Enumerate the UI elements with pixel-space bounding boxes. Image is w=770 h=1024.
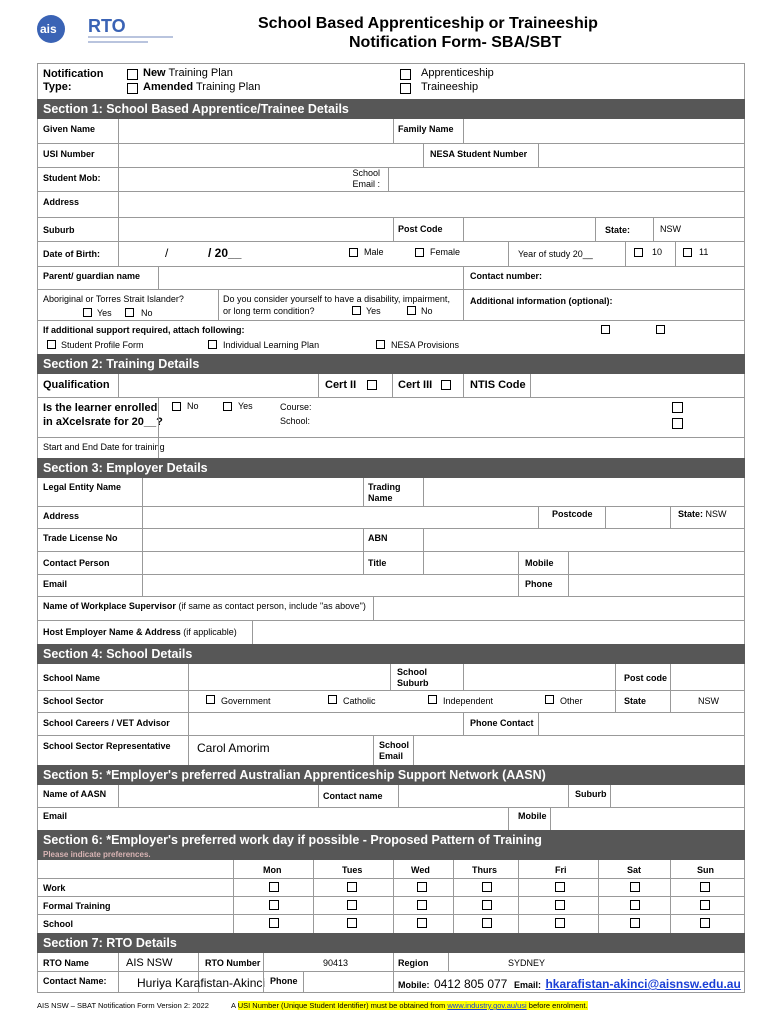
- aasn-contact-label: Contact name: [323, 791, 383, 801]
- work-thurs-checkbox[interactable]: [482, 882, 492, 892]
- school-sat-checkbox[interactable]: [630, 918, 640, 928]
- abn-label: ABN: [368, 533, 388, 543]
- family-name-label: Family Name: [398, 124, 454, 134]
- rto-name-value: AIS NSW: [126, 957, 173, 969]
- school-mon-checkbox[interactable]: [269, 918, 279, 928]
- school-email-label-1: School: [379, 740, 410, 750]
- apprenticeship-label: Apprenticeship: [421, 67, 494, 79]
- host-employer-label-bold: Host Employer Name & Address: [43, 627, 181, 637]
- formal-thurs-checkbox[interactable]: [482, 900, 492, 910]
- rto-email-link[interactable]: hkarafistan-akinci@aisnsw.edu.au: [545, 977, 741, 991]
- amended-plan-checkbox[interactable]: [127, 83, 138, 94]
- support-extra-checkbox-2[interactable]: [656, 325, 665, 334]
- rto-phone-label: Phone: [270, 976, 298, 986]
- male-label: Male: [364, 247, 384, 257]
- other-label: Other: [560, 696, 583, 706]
- employer-address-label: Address: [43, 511, 80, 521]
- work-tues-checkbox[interactable]: [347, 882, 357, 892]
- government-checkbox[interactable]: [206, 695, 215, 704]
- school-sector-label: School Sector: [43, 696, 104, 706]
- given-name-label: Given Name: [43, 124, 96, 134]
- employer-mobile-label: Mobile: [525, 558, 554, 568]
- year-10-checkbox[interactable]: [634, 248, 643, 257]
- enrolled-no-label: No: [187, 401, 199, 411]
- new-plan-label: [143, 67, 233, 79]
- sector-rep-label: School Sector Representative: [43, 741, 171, 751]
- formal-mon-checkbox[interactable]: [269, 900, 279, 910]
- region-label: Region: [398, 958, 429, 968]
- profile-form-checkbox[interactable]: [47, 340, 56, 349]
- supervisor-label-bold: Name of Workplace Supervisor: [43, 601, 176, 611]
- suburb-label: Suburb: [43, 225, 75, 235]
- new-plan-bold: New: [143, 67, 166, 79]
- formal-tues-checkbox[interactable]: [347, 900, 357, 910]
- independent-label: Independent: [443, 696, 494, 706]
- form-title: School Based Apprenticeship or Traineeship: [258, 15, 598, 32]
- cert3-label: Cert III: [398, 379, 433, 391]
- dob-slash-2: / 20__: [208, 246, 242, 260]
- employer-state-label: State:: [678, 509, 704, 519]
- contact-person-label: Contact Person: [43, 558, 110, 568]
- disability-no-checkbox[interactable]: [407, 306, 416, 315]
- employer-state: [678, 509, 727, 519]
- address-label: Address: [43, 197, 80, 207]
- cert2-checkbox[interactable]: [367, 380, 377, 390]
- school-suburb-label-2: Suburb: [397, 678, 429, 688]
- school-label: School:: [280, 416, 311, 426]
- day-header-tues: Tues: [342, 865, 363, 875]
- cert2-label: Cert II: [325, 379, 357, 391]
- rto-email: [514, 975, 741, 993]
- section-5-title: Section 5: *Employer's preferred Australian Apprenticeship Support Network (AASN): [37, 765, 745, 785]
- work-sun-checkbox[interactable]: [700, 882, 710, 892]
- nesa-label: NESA Student Number: [430, 149, 528, 159]
- legal-entity-label: Legal Entity Name: [43, 482, 122, 492]
- year-11-checkbox[interactable]: [683, 248, 692, 257]
- section-7-title: Section 7: RTO Details: [37, 933, 745, 953]
- employer-email-label: Email: [43, 579, 68, 589]
- footer-usi-note: [231, 1001, 588, 1010]
- rto-number-label: RTO Number: [205, 958, 261, 968]
- nesa-provisions-checkbox[interactable]: [376, 340, 385, 349]
- ilp-checkbox[interactable]: [208, 340, 217, 349]
- day-header-mon: Mon: [263, 865, 282, 875]
- male-checkbox[interactable]: [349, 248, 358, 257]
- rto-number-value: 90413: [323, 958, 349, 968]
- formal-wed-checkbox[interactable]: [417, 900, 427, 910]
- aasn-email-label: Email: [43, 811, 68, 821]
- trading-name-label-2: Name: [368, 493, 393, 503]
- school-name-label: School Name: [43, 673, 101, 683]
- footer-usi-text: USI Number (Unique Student Identifier) must be obtained from: [237, 1001, 448, 1010]
- ilp-label: Individual Learning Plan: [223, 340, 320, 350]
- school-email-label-2: Email: [379, 751, 404, 761]
- title-label: Title: [368, 558, 387, 568]
- rto-mobile: [398, 975, 507, 993]
- row-work-label: Work: [43, 883, 66, 893]
- ais-logo-text: ais: [40, 22, 57, 36]
- work-mon-checkbox[interactable]: [269, 882, 279, 892]
- rto-logo-text: RTO: [88, 16, 126, 36]
- additional-info-label: Additional information (optional):: [470, 296, 613, 306]
- day-header-sat: Sat: [627, 865, 642, 875]
- host-employer-label-rest: (if applicable): [180, 627, 237, 637]
- cert3-checkbox[interactable]: [441, 380, 451, 390]
- new-plan-rest: Training Plan: [165, 67, 233, 79]
- section-4-title: Section 4: School Details: [37, 644, 745, 664]
- school-wed-checkbox[interactable]: [417, 918, 427, 928]
- preferences-note: Please indicate preferences.: [43, 850, 151, 859]
- dob-label: Date of Birth:: [43, 249, 100, 259]
- traineeship-label: Traineeship: [421, 81, 479, 93]
- rto-mobile-label: Mobile:: [398, 980, 430, 990]
- apprenticeship-checkbox[interactable]: [400, 69, 411, 80]
- female-checkbox[interactable]: [415, 248, 424, 257]
- year-10-label: 10: [652, 247, 663, 257]
- rto-contact-value: Huriya Karafistan-Akinci: [137, 976, 266, 990]
- aasn-mobile-label: Mobile: [518, 811, 547, 821]
- footer-version: AIS NSW – SBAT Notification Form Version 2: 2022: [37, 1001, 209, 1010]
- enrolled-extra-checkbox-1[interactable]: [672, 402, 683, 413]
- enrolled-yes-checkbox[interactable]: [223, 402, 232, 411]
- support-extra-checkbox-1[interactable]: [601, 325, 610, 334]
- work-fri-checkbox[interactable]: [555, 882, 565, 892]
- state-label: State:: [605, 225, 631, 235]
- profile-form-label: Student Profile Form: [61, 340, 144, 350]
- row-formal-training-label: Formal Training: [43, 901, 111, 911]
- aasn-suburb-label: Suburb: [575, 789, 607, 799]
- school-suburb-label-1: School: [397, 667, 428, 677]
- supervisor-label-rest: (if same as contact person, include "as above"): [175, 601, 366, 611]
- postcode-label: Post Code: [398, 224, 443, 234]
- school-state-label: State: [624, 696, 647, 706]
- rto-contact-label: Contact Name:: [43, 976, 107, 986]
- day-header-sun: Sun: [697, 865, 714, 875]
- aboriginal-no-label: No: [141, 308, 153, 318]
- disability-yes-checkbox[interactable]: [352, 306, 361, 315]
- enrolled-no-checkbox[interactable]: [172, 402, 181, 411]
- trade-licence-label: Trade License No: [43, 533, 118, 543]
- contact-number-label: Contact number:: [470, 271, 542, 281]
- section-1-title: Section 1: School Based Apprentice/Trainee Details: [37, 99, 745, 119]
- independent-checkbox[interactable]: [428, 695, 437, 704]
- host-employer-label: [43, 627, 237, 637]
- school-email-label: School Email :: [352, 168, 380, 189]
- parent-label: Parent/ guardian name: [43, 271, 141, 281]
- traineeship-checkbox[interactable]: [400, 83, 411, 94]
- careers-advisor-label: School Careers / VET Advisor: [43, 718, 170, 728]
- disability-label-1: Do you consider yourself to have a disability, impairment,: [223, 294, 450, 304]
- student-mob-label: Student Mob:: [43, 173, 101, 183]
- enrolled-label-2: in aXcelsrate for 20__?: [43, 416, 163, 428]
- employer-phone-label: Phone: [525, 579, 553, 589]
- row-school-label: School: [43, 919, 74, 929]
- disability-yes-label: Yes: [366, 306, 381, 316]
- employer-postcode-label: Postcode: [552, 509, 593, 519]
- day-header-thurs: Thurs: [472, 865, 498, 875]
- day-header-wed: Wed: [411, 865, 430, 875]
- work-wed-checkbox[interactable]: [417, 882, 427, 892]
- school-thurs-checkbox[interactable]: [482, 918, 492, 928]
- amended-plan-rest: Training Plan: [193, 81, 261, 93]
- female-label: Female: [430, 247, 461, 257]
- work-sat-checkbox[interactable]: [630, 882, 640, 892]
- year-11-label: 11: [699, 247, 709, 257]
- region-value: SYDNEY: [508, 958, 546, 968]
- amended-plan-label: [143, 81, 260, 93]
- support-label: If additional support required, attach following:: [43, 325, 245, 335]
- footer-usi-suffix: before enrolment.: [526, 1001, 588, 1010]
- formal-sat-checkbox[interactable]: [630, 900, 640, 910]
- rto-logo-subline-2: [88, 41, 148, 43]
- qualification-label: Qualification: [43, 379, 110, 391]
- formal-sun-checkbox[interactable]: [700, 900, 710, 910]
- rto-email-label: Email:: [514, 980, 542, 990]
- training-dates-label: Start and End Date for training: [43, 442, 165, 452]
- school-fri-checkbox[interactable]: [555, 918, 565, 928]
- usi-label: USI Number: [43, 149, 95, 159]
- catholic-checkbox[interactable]: [328, 695, 337, 704]
- aasn-name-label: Name of AASN: [43, 789, 107, 799]
- course-label: Course:: [280, 402, 312, 412]
- rto-logo-subline: [88, 36, 173, 38]
- dob-slash-1: /: [165, 246, 169, 260]
- rto-name-label: RTO Name: [43, 958, 89, 968]
- enrolled-extra-checkbox-2[interactable]: [672, 418, 683, 429]
- new-plan-checkbox[interactable]: [127, 69, 138, 80]
- school-postcode-label: Post code: [624, 673, 668, 683]
- aboriginal-label: Aboriginal or Torres Strait Islander?: [43, 294, 184, 304]
- government-label: Government: [221, 696, 271, 706]
- trading-name-label-1: Trading: [368, 482, 401, 492]
- footer-usi-link[interactable]: www.industry.gov.au/usi: [447, 1001, 527, 1010]
- aboriginal-no-checkbox[interactable]: [125, 308, 134, 317]
- enrolled-yes-label: Yes: [238, 401, 253, 411]
- form-subtitle: Notification Form- SBA/SBT: [349, 34, 562, 51]
- sector-rep-value: Carol Amorim: [197, 741, 270, 755]
- aboriginal-yes-label: Yes: [97, 308, 112, 318]
- year-of-study-label: Year of study 20__: [518, 249, 593, 259]
- footer-usi-prefix: A: [231, 1001, 238, 1010]
- aboriginal-yes-checkbox[interactable]: [83, 308, 92, 317]
- section-2-title: Section 2: Training Details: [37, 354, 745, 374]
- other-checkbox[interactable]: [545, 695, 554, 704]
- enrolled-label-1: Is the learner enrolled: [43, 402, 158, 414]
- ntis-label: NTIS Code: [470, 379, 526, 391]
- school-state-value: NSW: [698, 696, 719, 706]
- school-tues-checkbox[interactable]: [347, 918, 357, 928]
- section-6-title: Section 6: *Employer's preferred work day if possible - Proposed Pattern of Training: [37, 830, 745, 850]
- supervisor-label: [43, 601, 366, 611]
- employer-state-value: NSW: [705, 509, 727, 519]
- section-3-title: Section 3: Employer Details: [37, 458, 745, 478]
- disability-label-2: or long term condition?: [223, 306, 315, 316]
- nesa-provisions-label: NESA Provisions: [391, 340, 460, 350]
- amended-plan-bold: Amended: [143, 81, 194, 93]
- phone-contact-label: Phone Contact: [470, 718, 534, 728]
- school-sun-checkbox[interactable]: [700, 918, 710, 928]
- state-value: NSW: [660, 224, 681, 234]
- day-header-fri: Fri: [555, 865, 567, 875]
- disability-no-label: No: [421, 306, 433, 316]
- rto-mobile-value: 0412 805 077: [433, 977, 508, 991]
- notification-type-label: Notification Type:: [43, 68, 104, 93]
- catholic-label: Catholic: [343, 696, 376, 706]
- formal-fri-checkbox[interactable]: [555, 900, 565, 910]
